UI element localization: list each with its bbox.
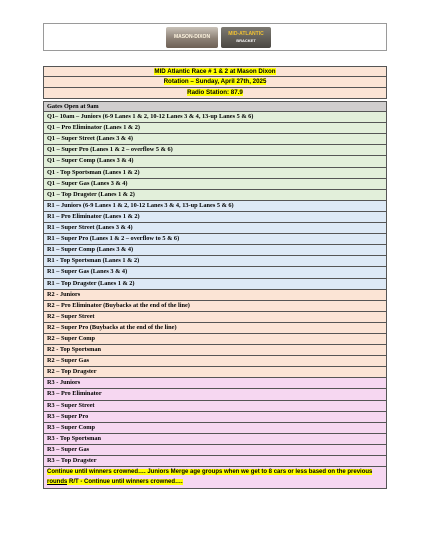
schedule-row: Q1 – Super Comp (Lanes 3 & 4) [43, 156, 387, 167]
schedule-row: R3 - Top Sportsman [43, 434, 387, 445]
schedule-row: Q1 – Top Dragster (Lanes 1 & 2) [43, 190, 387, 201]
footer-part1: Continue until winners crowned…. Juniors Merge age groups when we get to 8 cars or less based on the previous [47, 469, 373, 476]
schedule-row: Q1 – Super Pro (Lanes 1 & 2 – overflow 5 & 6) [43, 145, 387, 156]
schedule-row: R1 – Super Pro (Lanes 1 & 2 – overflow to 5 & 6) [43, 234, 387, 245]
logo1-text: MASON-DIXON [173, 34, 211, 40]
event-title: MID Atlantic Race # 1 & 2 at Mason Dixon [154, 68, 276, 75]
schedule-row: R1 – Juniors (6-9 Lanes 1 & 2, 10-12 Lanes 3 & 4, 13-up Lanes 5 & 6) [43, 201, 387, 212]
schedule-row: R1 - Top Sportsman (Lanes 1 & 2) [43, 256, 387, 267]
rotation-date: Rotation – Sunday, April 27th, 2025 [163, 78, 267, 85]
schedule-row: R1 – Super Gas (Lanes 3 & 4) [43, 267, 387, 278]
logo2-text: MID-ATLANTIC [228, 31, 264, 37]
schedule-row: R1 – Super Street (Lanes 3 & 4) [43, 223, 387, 234]
radio-station: Radio Station: 87.9 [187, 89, 243, 96]
schedule-row: R3 – Pro Eliminator [43, 389, 387, 400]
schedule-row: R3 – Top Dragster [43, 456, 387, 467]
schedule-row: R3 - Juniors [43, 378, 387, 389]
schedule-row: R2 – Pro Eliminator (Buybacks at the end of the line) [43, 301, 387, 312]
schedule-row: Q1 – Super Gas (Lanes 3 & 4) [43, 179, 387, 190]
schedule-row: R2 – Super Pro (Buybacks at the end of the line) [43, 323, 387, 334]
schedule-row: R2 – Super Comp [43, 334, 387, 345]
rotation-schedule [43, 101, 387, 489]
schedule-row: Q1– 10am – Juniors (6-9 Lanes 1 & 2, 10-12 Lanes 3 & 4, 13-up Lanes 5 & 6) [43, 112, 387, 123]
rotation-date-row [43, 77, 387, 88]
schedule-row: R3 – Super Gas [43, 445, 387, 456]
schedule-row: R2 - Juniors [43, 290, 387, 301]
schedule-row: R2 – Super Gas [43, 356, 387, 367]
logo-banner [43, 23, 387, 51]
mason-dixon-logo [166, 27, 218, 48]
schedule-row: Q1 – Pro Eliminator (Lanes 1 & 2) [43, 123, 387, 134]
event-header [43, 66, 387, 99]
schedule-row: R1 – Top Dragster (Lanes 1 & 2) [43, 279, 387, 290]
schedule-row: R3 – Super Pro [43, 412, 387, 423]
schedule-row: Q1 - Top Sportsman (Lanes 1 & 2) [43, 168, 387, 179]
schedule-row: R2 - Top Sportsman [43, 345, 387, 356]
radio-station-row [43, 88, 387, 99]
schedule-row: Gates Open at 9am [43, 101, 387, 112]
schedule-row: R1 – Super Comp (Lanes 3 & 4) [43, 245, 387, 256]
mid-atlantic-logo [221, 27, 271, 48]
schedule-row: R3 – Super Comp [43, 423, 387, 434]
footer-note-text [47, 469, 372, 485]
schedule-row: R3 – Super Street [43, 401, 387, 412]
schedule-row: R1 – Pro Eliminator (Lanes 1 & 2) [43, 212, 387, 223]
footer-rounds-word: rounds [47, 479, 68, 486]
event-title-row [43, 66, 387, 77]
footer-part2: R/T - Continue until winners crowned…. [67, 479, 183, 486]
schedule-row: R2 – Super Street [43, 312, 387, 323]
schedule-row: Q1 – Super Street (Lanes 3 & 4) [43, 134, 387, 145]
logo2-subtext: BRACKET [236, 38, 256, 43]
schedule-row: R2 – Top Dragster [43, 367, 387, 378]
footer-note [43, 467, 387, 489]
